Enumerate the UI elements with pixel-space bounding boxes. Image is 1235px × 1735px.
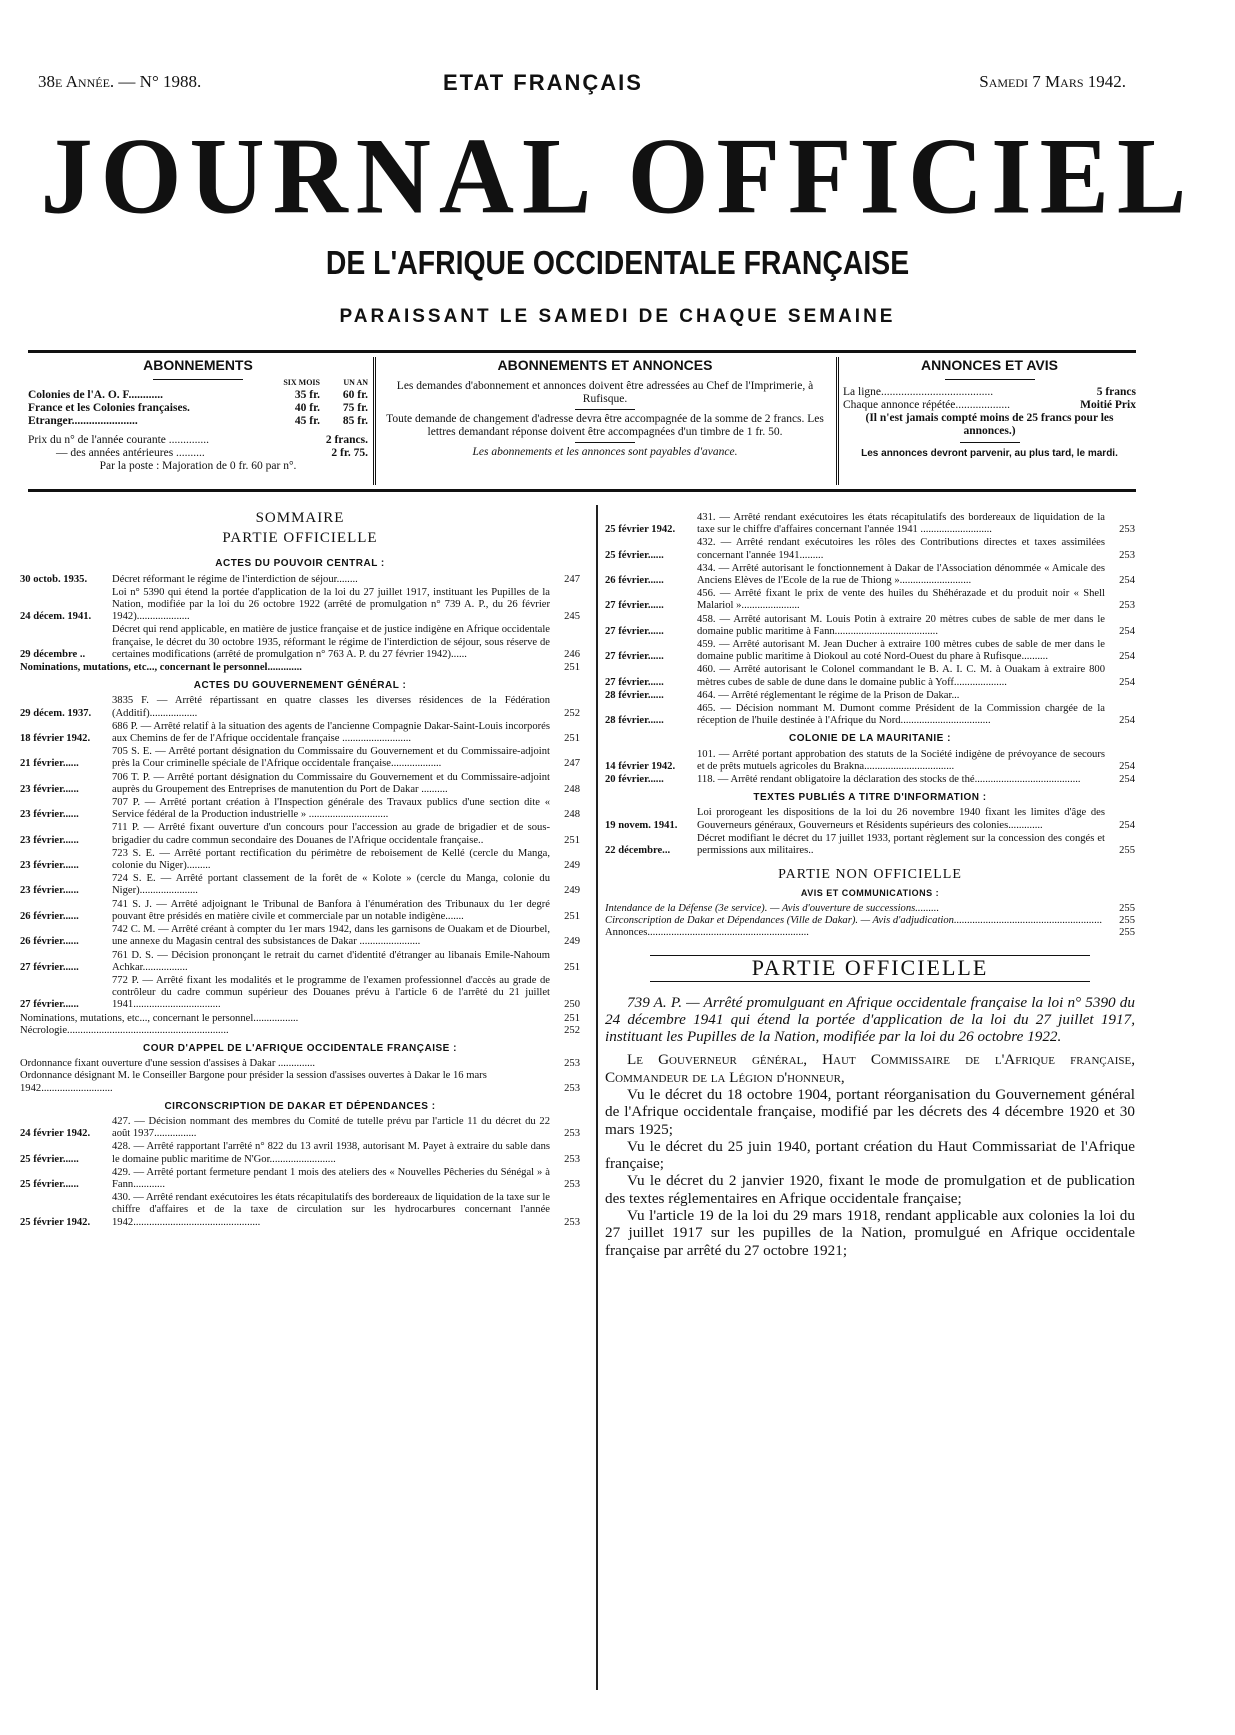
entry-page: 253 bbox=[1119, 600, 1135, 612]
entry-date: 23 février...... bbox=[20, 809, 79, 821]
list-item bbox=[20, 1192, 580, 1229]
entry-page: 254 bbox=[1119, 651, 1135, 663]
entry-date: 23 février...... bbox=[20, 783, 79, 795]
entry-page: 255 bbox=[1119, 845, 1135, 857]
entry-page: 246 bbox=[564, 648, 580, 660]
entry-date: 27 février...... bbox=[20, 999, 79, 1011]
list-item bbox=[605, 807, 1135, 831]
list-item bbox=[605, 927, 1135, 939]
entry-text: 761 D. S. — Décision prononçant le retrait du carnet d'identité d'étranger au libanais Emile-Nahoum Achkar................. bbox=[112, 949, 550, 973]
entry-text: 724 S. E. — Arrêté portant classement de la forêt de « Kolote » (cercle du Manga, colonie du Niger)...................... bbox=[112, 873, 550, 897]
entry-text: 430. — Arrêté rendant exécutoires les états récapitulatifs des bordereaux de liquidation de la taxe sur le chiffre d'affaires et de la taxe de circulation sur les hydrocarbures concernant l'année 1942................................................ bbox=[112, 1192, 551, 1228]
entry-page: 254 bbox=[1119, 625, 1135, 637]
list-item bbox=[20, 848, 580, 872]
section-list bbox=[20, 574, 580, 661]
entry-text: 707 P. — Arrêté portant création à l'Inspection générale des Travaux publics d'une section dite « Service fédéral de la Production industrielle » .............................. bbox=[112, 797, 550, 821]
list-item bbox=[605, 703, 1135, 727]
entry-page: 250 bbox=[564, 999, 580, 1011]
list-item bbox=[20, 924, 580, 948]
entry-page: 254 bbox=[1119, 676, 1135, 688]
entry-text: 460. — Arrêté autorisant le Colonel commandant le B. A. I. C. M. à Ouakam à extraire 800 mètres cubes de sable de dune dans le domaine public à Yoff.................... bbox=[697, 664, 1105, 688]
partie-officielle-label: PARTIE OFFICIELLE bbox=[222, 530, 378, 547]
entry-page: 248 bbox=[564, 783, 580, 795]
entry-text: 456. — Arrêté fixant le prix de vente des huiles du Shéhérazade et du produit noir « Shell Malariol »...................... bbox=[697, 588, 1105, 612]
list-item bbox=[20, 1070, 580, 1094]
list-item bbox=[605, 588, 1135, 612]
payment-note: Les abonnements et les annonces sont payables d'avance. bbox=[472, 446, 738, 458]
vu-paragraph: Vu le décret du 25 juin 1940, portant création du Haut Commissariat de l'Afrique française; bbox=[605, 1137, 1135, 1173]
entry-date: 25 février 1942. bbox=[605, 524, 676, 536]
partie-non-officielle-label: PARTIE NON OFFICIELLE bbox=[778, 867, 962, 883]
entry-date: 25 février...... bbox=[605, 549, 664, 561]
entry-text: 429. — Arrêté portant fermeture pendant 1 mois des ateliers des « Nouvelles Pêcheries du Sénégal » à Fann............ bbox=[112, 1166, 550, 1190]
list-item bbox=[20, 1116, 580, 1140]
list-item bbox=[605, 563, 1135, 587]
entry-date: 24 février 1942. bbox=[20, 1128, 91, 1140]
entry-date: 18 février 1942. bbox=[20, 733, 91, 745]
subscription-address-note: Les demandes d'abonnement et annonces doivent être adressées au Chef de l'Imprimerie, à Rufisque. bbox=[396, 380, 814, 405]
list-item bbox=[20, 873, 580, 897]
entry-text: 458. — Arrêté autorisant M. Louis Potin à extraire 20 mètres cubes de sable de mer dans le domaine public maritime à Fann....................................... bbox=[697, 613, 1105, 637]
entry-text: 706 T. P. — Arrêté portant désignation du Commissaire du Gouvernement et du Commissaire-adjoint auprès du Groupement des Entreprises de manutention du Port de Dakar .......... bbox=[112, 771, 550, 795]
entry-page: 249 bbox=[564, 885, 580, 897]
entry-text: 432. — Arrêté rendant exécutoires les rôles des Contributions directes et taxes assimilées concernant l'année 1941......... bbox=[697, 537, 1105, 561]
entry-page: 251 bbox=[564, 961, 580, 973]
deadline-note: Les annonces devront parvenir, au plus tard, le mardi. bbox=[861, 448, 1118, 459]
address-change-note: Toute demande de changement d'adresse devra être accompagnée de la somme de 2 francs. Les lettres demandant réponse doivent être accompagnées d'un timbre de 1 fr. 50. bbox=[386, 413, 824, 438]
entry-page: 251 bbox=[564, 733, 580, 745]
list-item bbox=[20, 1058, 580, 1070]
column-divider bbox=[596, 505, 598, 1690]
entry-text: Décret qui rend applicable, en matière de justice française et de justice indigène en Afrique occidentale française, le décret du 30 octobre 1935, réformant le régime de l'interdiction de séjour, sous réserve de certaines modifications (arrêté de promulgation n° 763 A. P. du 27 février 1942)...... bbox=[112, 624, 550, 660]
entry-page: 252 bbox=[564, 707, 580, 719]
postal-surcharge: Par la poste : Majoration de 0 fr. 60 par n°. bbox=[99, 460, 297, 472]
entry-text: 464. — Arrêté réglementant le régime de la Prison de Dakar... bbox=[697, 689, 960, 701]
entry-date: 27 février...... bbox=[605, 651, 664, 663]
entry-page: 247 bbox=[564, 758, 580, 770]
entry-date: 20 février...... bbox=[605, 774, 664, 786]
entry-text: Intendance de la Défense (3e service). — Avis d'ouverture de successions......... bbox=[605, 902, 940, 914]
entry-page: 253 bbox=[564, 1153, 580, 1165]
list-item bbox=[605, 690, 1135, 702]
section-heading: COLONIE DE LA MAURITANIE : bbox=[789, 733, 951, 745]
entry-page: 253 bbox=[1119, 549, 1135, 561]
section-list bbox=[20, 1058, 580, 1095]
entry-page: 254 bbox=[1119, 774, 1135, 786]
journal-title: JOURNAL OFFICIEL bbox=[40, 116, 1195, 237]
section-list bbox=[605, 807, 1135, 857]
section-heading: COUR D'APPEL DE L'AFRIQUE OCCIDENTALE FRANÇAISE : bbox=[143, 1042, 457, 1054]
list-item bbox=[605, 614, 1135, 638]
entry-page: 253 bbox=[564, 1216, 580, 1228]
entry-text: Loi n° 5390 qui étend la portée d'application de la loi du 27 juillet 1917, instituant les Pupilles de la Nation, modifiée par la loi du 26 octobre 1922 (arrêté de promulgation n° 739 A. P., du 26 février 1942).................... bbox=[112, 586, 550, 623]
section-list bbox=[605, 903, 1135, 940]
entry-page: 255 bbox=[1119, 927, 1135, 939]
list-item bbox=[20, 772, 580, 796]
entry-page: 245 bbox=[564, 611, 580, 623]
vu-paragraph: Vu le décret du 18 octobre 1904, portant réorganisation du Gouvernement général de l'Afrique occidentale française, modifié par les décrets des 4 décembre 1920 et 30 mars 1925; bbox=[605, 1085, 1135, 1138]
entry-page: 254 bbox=[1119, 819, 1135, 831]
entry-page: 254 bbox=[1119, 715, 1135, 727]
partie-officielle-heading: PARTIE OFFICIELLE bbox=[751, 955, 989, 981]
entry-page: 255 bbox=[1119, 914, 1135, 926]
entry-text: 741 S. J. — Arrêté adjoignant le Tribunal de Banfora à l'énumération des Tribunaux du 1er degré pouvant être présidés en matière civile et commerciale par un notable indigène....... bbox=[112, 898, 550, 922]
journal-subtitle: DE L'AFRIQUE OCCIDENTALE FRANÇAISE bbox=[325, 244, 910, 281]
list-item bbox=[20, 950, 580, 974]
entry-text: Décret réformant le régime de l'interdiction de séjour........ bbox=[112, 573, 358, 585]
entry-page: 253 bbox=[564, 1178, 580, 1190]
entry-date: 26 février...... bbox=[20, 936, 79, 948]
list-item bbox=[605, 537, 1135, 561]
section-list bbox=[20, 695, 580, 1011]
entry-text: 772 P. — Arrêté fixant les modalités et le programme de l'examen professionnel d'accès au grade de contrôleur du cadre commun supérieur des Douanes prévu à l'article 6 de l'arrêté du 21 juillet 1941................................. bbox=[112, 974, 550, 1011]
list-item bbox=[20, 975, 580, 1012]
entry-text: 465. — Décision nommant M. Dumont comme Président de la Commission chargée de la réception de l'huile destinée à l'Afrique du Nord.................................. bbox=[697, 703, 1105, 727]
section-heading: ACTES DU POUVOIR CENTRAL : bbox=[215, 558, 385, 570]
entry-text: Annonces............................................................. bbox=[605, 927, 809, 939]
entry-date: 19 novem. 1941. bbox=[605, 819, 678, 831]
entry-page: 251 bbox=[564, 910, 580, 922]
entry-date: 29 décem. 1937. bbox=[20, 707, 92, 719]
list-item bbox=[20, 1167, 580, 1191]
abonnements-heading: ABONNEMENTS bbox=[143, 357, 253, 373]
entry-date: 25 février...... bbox=[20, 1178, 79, 1190]
entry-text: Décret modifiant le décret du 17 juillet 1933, portant règlement sur la concession des congés et permissions aux militaires.. bbox=[697, 832, 1105, 857]
entry-page: 253 bbox=[564, 1082, 580, 1094]
entry-page: 254 bbox=[1119, 760, 1135, 772]
entry-date: 28 février...... bbox=[605, 689, 664, 701]
entry-text: 686 P. — Arrêté relatif à la situation des agents de l'ancienne Compagnie Dakar-Saint-Louis incorporés aux Chemins de fer de l'Afrique occidentale française .......................... bbox=[112, 720, 550, 745]
sommaire-column bbox=[20, 512, 580, 1230]
section-heading: AVIS ET COMMUNICATIONS : bbox=[800, 888, 940, 899]
subscription-box bbox=[28, 350, 1136, 492]
annonces-avis-heading: ANNONCES ET AVIS bbox=[921, 357, 1058, 373]
annonces-avis-column: ANNONCES ET AVIS La ligne....................................... 5 francs Chaque annonce répétée................... Moitié Prix (Il n'est jamais compté moins de 25 francs pour les annonces.) Les annonces devront parvenir, au plus tard, le mardi. bbox=[843, 357, 1136, 459]
section-list bbox=[605, 749, 1135, 787]
section-heading: ACTES DU GOUVERNEMENT GÉNÉRAL : bbox=[193, 680, 407, 692]
minimum-note: (Il n'est jamais compté moins de 25 francs pour les annonces.) bbox=[865, 412, 1114, 437]
entry-text: Ordonnance fixant ouverture d'une session d'assises à Dakar .............. bbox=[20, 1058, 316, 1070]
entry-text: 711 P. — Arrêté fixant ouverture d'un concours pour l'accession au grade de brigadier et de sous-brigadier du cadre commun secondaire des Douanes de l'Afrique occidentale française.. bbox=[112, 822, 550, 846]
list-item bbox=[20, 587, 580, 624]
governor-line: Le Gouverneur général, Haut Commissaire de l'Afrique française, Commandeur de la Légion d'honneur, bbox=[605, 1051, 1135, 1086]
list-item: Nécrologie............................................................. 252 bbox=[20, 1024, 580, 1036]
entry-text: 101. — Arrêté portant approbation des statuts de la Société indigène de prévoyance de secours et de prêts mutuels agricoles du Brakna.................................. bbox=[697, 748, 1105, 772]
entry-date: 26 février...... bbox=[605, 575, 664, 587]
entry-date: 25 février...... bbox=[20, 1153, 79, 1165]
entry-page: 253 bbox=[564, 1058, 580, 1070]
entry-date: 27 février...... bbox=[20, 961, 79, 973]
list-item bbox=[605, 915, 1135, 927]
abonnements-annonces-heading: ABONNEMENTS ET ANNONCES bbox=[497, 357, 713, 373]
list-item bbox=[20, 899, 580, 923]
list-item bbox=[20, 1141, 580, 1165]
list-item bbox=[605, 639, 1135, 663]
entry-date: 22 décembre... bbox=[605, 845, 671, 857]
entry-page: 254 bbox=[1119, 575, 1135, 587]
entry-date: 27 février...... bbox=[605, 600, 664, 612]
entry-text: 3835 F. — Arrêté répartissant en quatre classes les diverses résidences de la Fédération (Additif).................. bbox=[112, 695, 550, 719]
entry-date: 23 février...... bbox=[20, 860, 79, 872]
list-item bbox=[20, 695, 580, 719]
entry-date: 14 février 1942. bbox=[605, 760, 676, 772]
entry-text: 428. — Arrêté rapportant l'arrêté n° 822 du 13 avril 1938, autorisant M. Payet à extraire du sable dans le domaine public maritime de N'Gor......................... bbox=[112, 1141, 550, 1165]
vu-paragraph: Vu l'article 19 de la loi du 29 mars 1918, rendant applicable aux colonies la loi du 27 juillet 1917 sur les pupilles de la Nation, promulgué en Afrique occidentale française par arrêté du 27 octobre 1921; bbox=[605, 1207, 1135, 1259]
edition-number: 38e Année. — N° 1988. bbox=[38, 72, 202, 91]
section-heading: CIRCONSCRIPTION DE DAKAR ET DÉPENDANCES : bbox=[164, 1100, 436, 1112]
entry-page: 249 bbox=[564, 860, 580, 872]
right-column bbox=[605, 512, 1135, 1259]
top-line bbox=[38, 72, 1138, 96]
list-item bbox=[605, 512, 1135, 536]
entry-date: 25 février 1942. bbox=[20, 1216, 91, 1228]
entry-text: 459. — Arrêté autorisant M. Jean Ducher à extraire 100 mètres cubes de sable de mer dans le domaine public maritime à Diokoul au coté Nord-Ouest du phare à Rufisque.......... bbox=[697, 639, 1105, 663]
entry-text: 427. — Décision nommant des membres du Comité de tutelle prévu par l'article 11 du décret du 22 août 1937................ bbox=[112, 1115, 550, 1140]
list-item bbox=[605, 664, 1135, 688]
section-list bbox=[605, 512, 1135, 727]
entry-text: 118. — Arrêté rendant obligatoire la déclaration des stocks de thé........................................ bbox=[697, 774, 1081, 786]
entry-date: 21 février...... bbox=[20, 758, 79, 770]
entry-text: 434. — Arrêté autorisant le fonctionnement à Dakar de l'Association dénommée « Amicale des Anciens Elèves de l'Ecole de la rue de Thiong »........................... bbox=[697, 562, 1105, 587]
abonnements-column bbox=[28, 359, 368, 483]
list-item: Nominations, mutations, etc..., concernant le personnel............. 251 bbox=[20, 662, 580, 674]
issue-date: Samedi 7 Mars 1942. bbox=[979, 72, 1126, 91]
entry-text: Loi prorogeant les dispositions de la loi du 26 novembre 1940 fixant les limites d'âge des Gouverneurs généraux, Gouverneurs et Résidents supérieurs des colonies............. bbox=[697, 807, 1105, 831]
entry-page: 247 bbox=[564, 573, 580, 585]
list-item bbox=[20, 624, 580, 661]
list-item bbox=[20, 746, 580, 770]
entry-date: 23 février...... bbox=[20, 834, 79, 846]
entry-date: 28 février...... bbox=[605, 715, 664, 727]
entry-date: 27 février...... bbox=[605, 676, 664, 688]
price-row: — des années antérieures .......... 2 fr. 75. bbox=[56, 447, 368, 459]
entry-page: 255 bbox=[1119, 902, 1135, 914]
section-heading: TEXTES PUBLIÉS A TITRE D'INFORMATION : bbox=[753, 792, 987, 804]
un-an-header: UN AN bbox=[343, 378, 368, 387]
list-item bbox=[605, 774, 1135, 786]
list-item: Nominations, mutations, etc..., concernant le personnel................. 251 bbox=[20, 1012, 580, 1024]
list-item bbox=[20, 721, 580, 745]
entry-date: 30 octob. 1935. bbox=[20, 573, 88, 585]
list-item bbox=[605, 749, 1135, 773]
entry-page: 253 bbox=[1119, 524, 1135, 536]
entry-text: 705 S. E. — Arrêté portant désignation du Commissaire du Gouvernement et du Commissaire-adjoint près la Cour criminelle spéciale de l'Afrique occidentale française................... bbox=[112, 746, 550, 770]
entry-text: 431. — Arrêté rendant exécutoires les états récapitulatifs des bordereaux de liquidation de la taxe sur le chiffre d'affaires concernant l'année 1941 ........................... bbox=[697, 512, 1105, 536]
entry-date: 24 décem. 1941. bbox=[20, 611, 92, 623]
entry-date: 26 février...... bbox=[20, 910, 79, 922]
section-list bbox=[20, 1116, 580, 1229]
price-row: Prix du n° de l'année courante .............. 2 francs. bbox=[28, 434, 368, 446]
price-row: Etranger....................... 45 fr. 85 fr. bbox=[28, 415, 368, 427]
price-row: Colonies de l'A. O. F............ 35 fr. 60 fr. bbox=[28, 389, 368, 401]
entry-page: 248 bbox=[564, 809, 580, 821]
entry-date: 27 février...... bbox=[605, 625, 664, 637]
decree-body bbox=[605, 994, 1135, 1259]
entry-text: Circonscription de Dakar et Dépendances (Ville de Dakar). — Avis d'adjudication........................................................ bbox=[605, 914, 1103, 926]
entry-text: Ordonnance désignant M. le Conseiller Bargone pour présider la session d'assises ouvertes à Dakar le 16 mars 1942........................... bbox=[20, 1070, 487, 1094]
vu-paragraph: Vu le décret du 2 janvier 1920, fixant le mode de promulgation et de publication des textes réglementaires en Afrique occidentale française; bbox=[605, 1172, 1135, 1207]
list-item bbox=[605, 833, 1135, 857]
sommaire-title: SOMMAIRE bbox=[255, 510, 345, 526]
entry-page: 251 bbox=[564, 834, 580, 846]
list-item bbox=[20, 574, 580, 586]
entry-text: 723 S. E. — Arrêté portant rectification du périmètre de reboisement de Kellé (cercle du Manga, colonie du Niger)......... bbox=[112, 847, 550, 872]
six-mois-header: SIX MOIS bbox=[283, 378, 320, 387]
list-item bbox=[605, 903, 1135, 915]
entry-text: 742 C. M. — Arrêté créant à compter du 1er mars 1942, dans les garnisons de Ouakam et de Diourbel, une annexe du Magasin central des subsistances de Dakar ....................... bbox=[112, 924, 550, 948]
entry-page: 253 bbox=[564, 1128, 580, 1140]
state-label: ETAT FRANÇAIS bbox=[443, 70, 643, 95]
journal-tagline: PARAISSANT LE SAMEDI DE CHAQUE SEMAINE bbox=[339, 306, 896, 327]
list-item bbox=[20, 797, 580, 821]
decree-heading: 739 A. P. — Arrêté promulguant en Afrique occidentale française la loi n° 5390 du 24 décembre 1941 qui étend la portée d'application de la loi du 27 juillet 1917, instituant les Pupilles de la Nation, modifiée par la loi du 26 octobre 1922. bbox=[605, 993, 1135, 1046]
price-row: France et les Colonies françaises. 40 fr. 75 fr. bbox=[28, 402, 368, 414]
abonnements-annonces-column bbox=[380, 359, 830, 483]
entry-page: 249 bbox=[564, 936, 580, 948]
entry-date: 23 février...... bbox=[20, 885, 79, 897]
list-item bbox=[20, 822, 580, 846]
entry-date: 29 décembre .. bbox=[20, 648, 86, 660]
